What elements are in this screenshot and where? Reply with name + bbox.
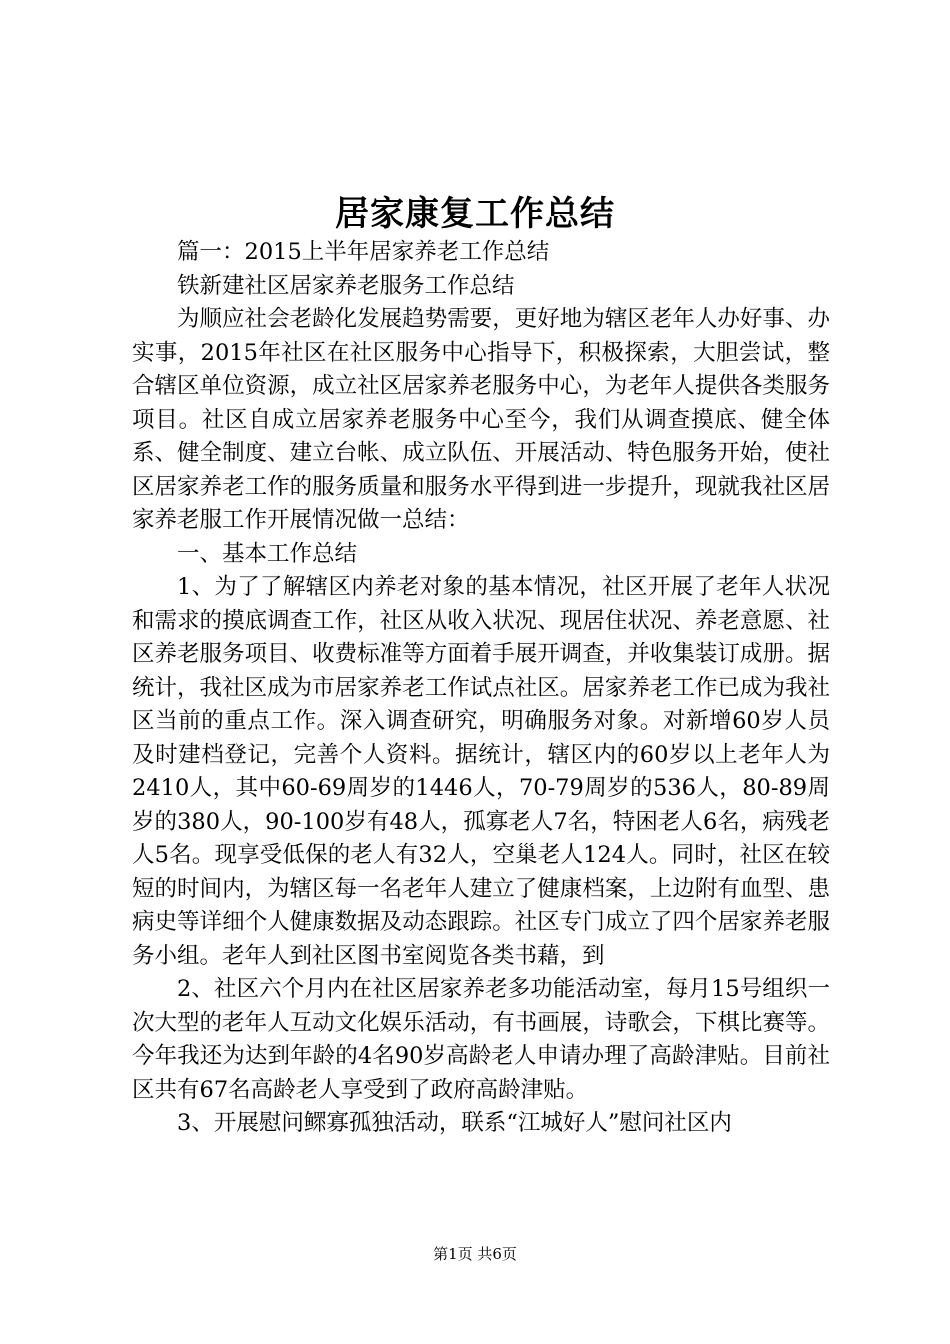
paragraph-subtitle: 铁新建社区居家养老服务工作总结 — [177, 272, 515, 299]
paragraph-section-heading: 篇一：2015上半年居家养老工作总结 — [177, 239, 550, 265]
document-body — [132, 236, 830, 1141]
paragraph-item-1: 1、为了了解辖区内养老对象的基本情况，社区开展了老年人状况和需求的摸底调查工作，社区从收入状况、现居住状况、养老意愿、社区养老服务项目、收费标准等方面着手展开调查，并收集装订成册。据统计，我社区成为市居家养老工作试点社区。居家养老工作已成为我社区当前的重点工作。深入调查研究，明确服务对象。对新增60岁人员及时建档登记，完善个人资料。据统计，辖区内的60岁以上老年人为2410人，其中60-69周岁的1446人，70-79周岁的536人，80-89周岁的380人，90-100岁有48人，孤寡老人7名，特困老人6名，病残老人5名。现享受低保的老人有32人，空巢老人124人。同时，社区在较短的时间内，为辖区每一名老年人建立了健康档案，上边附有血型、患病史等详细个人健康数据及动态跟踪。社区专门成立了四个居家养老服务小组。老年人到社区图书室阅览各类书藉，到 — [132, 574, 830, 969]
document-title: 居家康复工作总结 — [335, 194, 615, 234]
paragraph-item-2: 2、社区六个月内在社区居家养老多功能活动室，每月15号组织一次大型的老年人互动文化娱乐活动，有书画展，诗歌会，下棋比赛等。今年我还为达到年龄的4名90岁高龄老人申请办理了高龄津贴。目前社区共有67名高龄老人享受到了政府高龄津贴。 — [132, 976, 830, 1103]
paragraph-heading-basic-work: 一、基本工作总结 — [177, 540, 358, 567]
paragraph-item-3: 3、开展慰问鳏寡孤独活动，联系“江城好人”慰问社区内 — [177, 1110, 732, 1136]
paragraph-intro: 为顺应社会老龄化发展趋势需要，更好地为辖区老年人办好事、办实事，2015年社区在社区服务中心指导下，积极探索，大胆尝试，整合辖区单位资源，成立社区居家养老服务中心，为老年人提供各类服务项目。社区自成立居家养老服务中心至今，我们从调查摸底、健全体系、健全制度、建立台帐、成立队伍、开展活动、特色服务开始，使社区居家养老工作的服务质量和服务水平得到进一步提升，现就我社区居家养老服工作开展情况做一总结： — [132, 306, 830, 533]
page-footer: 第1页 共6页 — [433, 1245, 517, 1263]
